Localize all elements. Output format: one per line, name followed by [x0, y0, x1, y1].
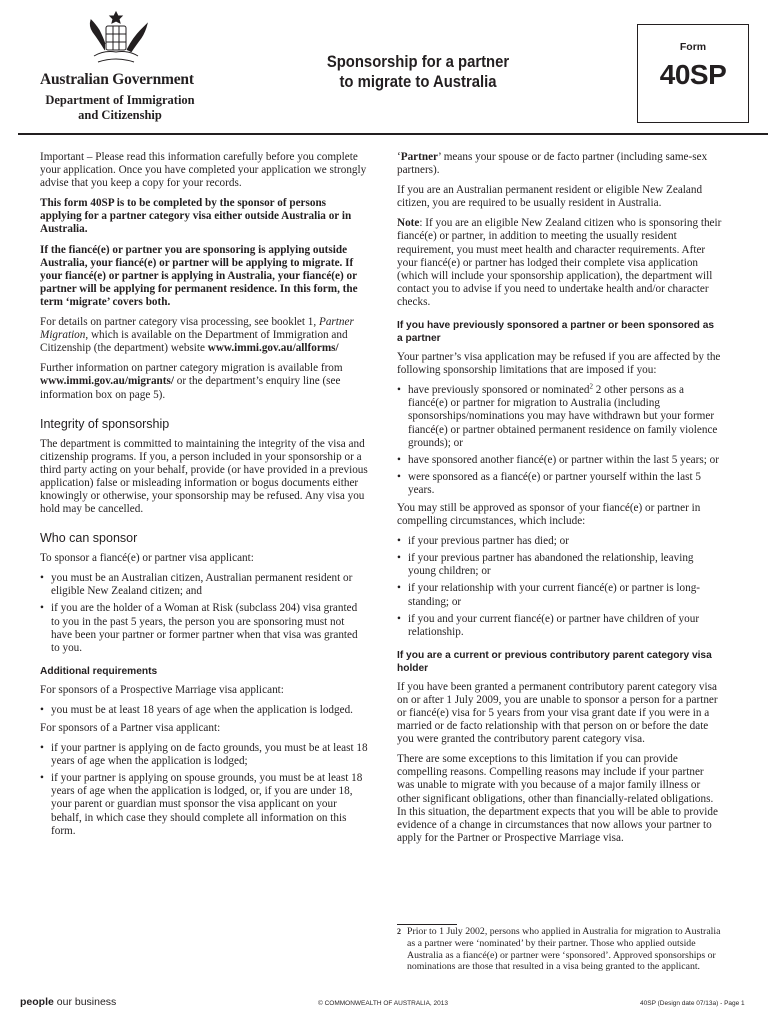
booklet-title: Partner Migration	[40, 316, 354, 342]
list-item: • you must be at least 18 years of age when the application is lodged.	[40, 704, 368, 717]
resident-paragraph: If you are an Australian permanent resident or eligible New Zealand citizen, you are required to be usually resident in Australia.	[397, 184, 703, 210]
footer-copyright: © COMMONWEALTH OF AUSTRALIA, 2013	[318, 1000, 448, 1007]
previously-sponsored-heading: If you have previously sponsored a partner or been sponsored as a partner	[397, 320, 715, 345]
list-item: • if your previous partner has abandoned the relationship, leaving young children; or	[397, 552, 722, 578]
integrity-heading: Integrity of sponsorship	[40, 416, 170, 431]
who-can-sponsor-heading: Who can sponsor	[40, 531, 138, 546]
footnote-text: Prior to 1 July 2002, persons who applied in Australia for migration to Australia as a partner were ‘nominated’ by their partner. Those who applied outside Australia as a fiancé(e) or partner were ‘sponsored’. Approved sponsorships or nominations are those that resulted in a visa being granted to the applicant.	[407, 926, 721, 973]
header-divider	[18, 133, 768, 135]
booklet-paragraph	[40, 316, 368, 355]
previously-sponsored-intro: Your partner’s visa application may be refused if you are affected by the following sponsorship limitations that are imposed if you:	[397, 351, 721, 377]
partner-term: Partner	[400, 151, 439, 163]
list-item: • if you are the holder of a Woman at Risk (subclass 204) visa granted to you in the past 5 years, the person you are sponsoring must not have been your partner or former partner when that visa was granted to you.	[40, 602, 368, 654]
contributory-parent-heading: If you are a current or previous contributory parent category visa holder	[397, 649, 712, 674]
footnote-reference: 2	[589, 382, 593, 391]
footer-slogan	[20, 996, 116, 1008]
left-column	[40, 151, 368, 843]
footnote	[397, 926, 722, 973]
list-item: • have sponsored another fiancé(e) or partner within the last 5 years; or	[397, 454, 722, 467]
form-purpose-paragraph: This form 40SP is to be completed by the sponsor of persons applying for a partner category visa either outside Australia or in Australia.	[40, 197, 352, 236]
list-item: • if your relationship with your current fiancé(e) or partner is long-standing; or	[397, 582, 722, 608]
footnote-divider	[397, 924, 457, 925]
list-item: • were sponsored as a fiancé(e) or partner yourself within the last 5 years.	[397, 471, 722, 497]
list-item: • if your partner is applying on spouse grounds, you must be at least 18 years of age when the application is lodged, or, if you are under 18, your parent or guardian must sponsor the visa applicant on your behalf, in which case they should complete all information on this form.	[40, 772, 368, 837]
further-text-2: or the department’s enquiry line (see information box on page 5).	[40, 375, 341, 401]
list-item: • if your partner is applying on de facto grounds, you must be at least 18 years of age when the application is lodged;	[40, 742, 368, 768]
prospective-intro: For sponsors of a Prospective Marriage visa applicant:	[40, 683, 284, 696]
form-label: Form	[679, 41, 707, 53]
list-item	[397, 384, 722, 449]
department-line-1: Department of Immigration	[45, 93, 195, 107]
compelling-intro: You may still be approved as sponsor of your fiancé(e) or partner in compelling circumstances, which include:	[397, 501, 701, 528]
department-line-2: and Citizenship	[78, 108, 162, 122]
contributory-parent-paragraph: If you have been granted a permanent contributory parent category visa on or after 1 July 2009, you are unable to sponsor a person for a partner or fiancé(e) visa for 5 years from your visa grant date if you were in a married or de facto relationship with that person on or before the date you were granted the contributory parent category visa.	[397, 680, 718, 746]
prospective-list	[40, 704, 368, 717]
list-item: • if your previous partner has died; or	[397, 535, 722, 548]
migrants-link[interactable]: www.immi.gov.au/migrants/	[40, 375, 174, 388]
booklet-text: For details on partner category visa processing, see booklet 1,	[40, 316, 319, 329]
coat-of-arms-icon	[76, 10, 156, 68]
partner-definition-text: means your spouse or de facto partner (including same-sex partners).	[397, 151, 708, 177]
exceptions-paragraph: There are some exceptions to this limitation if you can provide compelling reasons. Compelling reasons may include if your partner was unable to migrate with you because of a major family illness or other significant obligations, other than financially-related obligations. In this situation, the department expects that you will be able to provide evidence of a change in circumstances that now allows your partner to apply for the Partner or Prospective Marriage visa.	[397, 753, 718, 844]
footnote-number: 2	[397, 927, 401, 936]
additional-requirements-heading: Additional requirements	[40, 665, 158, 677]
footer-page-info: 40SP (Design date 07/13a) - Page 1	[640, 1000, 745, 1007]
note-paragraph	[397, 217, 722, 309]
list-item-text: have previously sponsored or nominated	[408, 384, 590, 397]
list-item: • if you and your current fiancé(e) or partner have children of your relationship.	[397, 613, 722, 639]
form-title	[312, 52, 524, 92]
form-number: 40SP	[659, 59, 727, 90]
who-intro: To sponsor a fiancé(e) or partner visa applicant:	[40, 552, 254, 565]
list-item-text-2: 2 other persons as a fiancé(e) or partner for migration to Australia (including sponsorships/nominations you may have withdrawn but your former fiancé(e) or partner obtained permanent residence on family violence grounds); or	[408, 384, 718, 449]
partner-intro: For sponsors of a Partner visa applicant:	[40, 722, 221, 734]
partner-definition: ‘Partner’ means your spouse or de facto partner (including same-sex partners).	[397, 151, 708, 177]
government-name: Australian Government	[40, 71, 194, 88]
form-title-line-1: Sponsorship for a partner	[326, 53, 510, 71]
slogan-rest: our business	[53, 996, 117, 1008]
who-list	[40, 572, 368, 655]
further-info-paragraph	[40, 362, 368, 401]
further-text: Further information on partner category migration is available from	[40, 362, 343, 375]
right-column	[397, 151, 722, 852]
department-name	[40, 93, 200, 123]
partner-list	[40, 742, 368, 838]
page-header	[0, 0, 768, 134]
integrity-paragraph: The department is committed to maintaining the integrity of the visa and citizenship programs. If you, a person included in your sponsorship or a third party acting on your behalf, provide (or have provided in a previous application) false or misleading information or bogus documents either knowingly or otherwise, your sponsorship may be refused. Any visa you hold may be cancelled.	[40, 437, 368, 516]
allforms-link[interactable]: www.immi.gov.au/allforms/	[207, 342, 339, 355]
intro-paragraph: Important – Please read this information carefully before you complete your application. Once you have completed your application we strongly advise that you keep a copy for your records.	[40, 151, 367, 190]
note-text: : If you are an eligible New Zealand citizen who is sponsoring their fiancé(e) or partner, in addition to meeting the usually resident requirement, you must meet health and character requirements. After your fiancé(e) or partner has lodged their complete visa application (which will include your sponsorship application), the department will contact you to advise if you need to undertake health and/or character checks.	[397, 217, 722, 308]
compelling-list	[397, 535, 722, 639]
limitations-list	[397, 384, 722, 497]
note-label: Note	[397, 217, 420, 230]
slogan-bold: people	[20, 996, 54, 1008]
form-number-box	[637, 24, 749, 123]
form-title-line-2: to migrate to Australia	[339, 73, 497, 91]
list-item: • you must be an Australian citizen, Australian permanent resident or eligible New Zealand citizen; and	[40, 572, 368, 598]
booklet-text-2: , which is available on the Department of Immigration and Citizenship (the department) website	[40, 329, 348, 355]
migrate-definition-paragraph: If the fiancé(e) or partner you are sponsoring is applying outside Australia, your fiancé(e) or partner will be applying to migrate. If your fiancé(e) or partner is applying in Australia, your fiancé(e) or partner will be applying for permanent residence. In this form, the term ‘migrate’ covers both.	[40, 243, 358, 308]
